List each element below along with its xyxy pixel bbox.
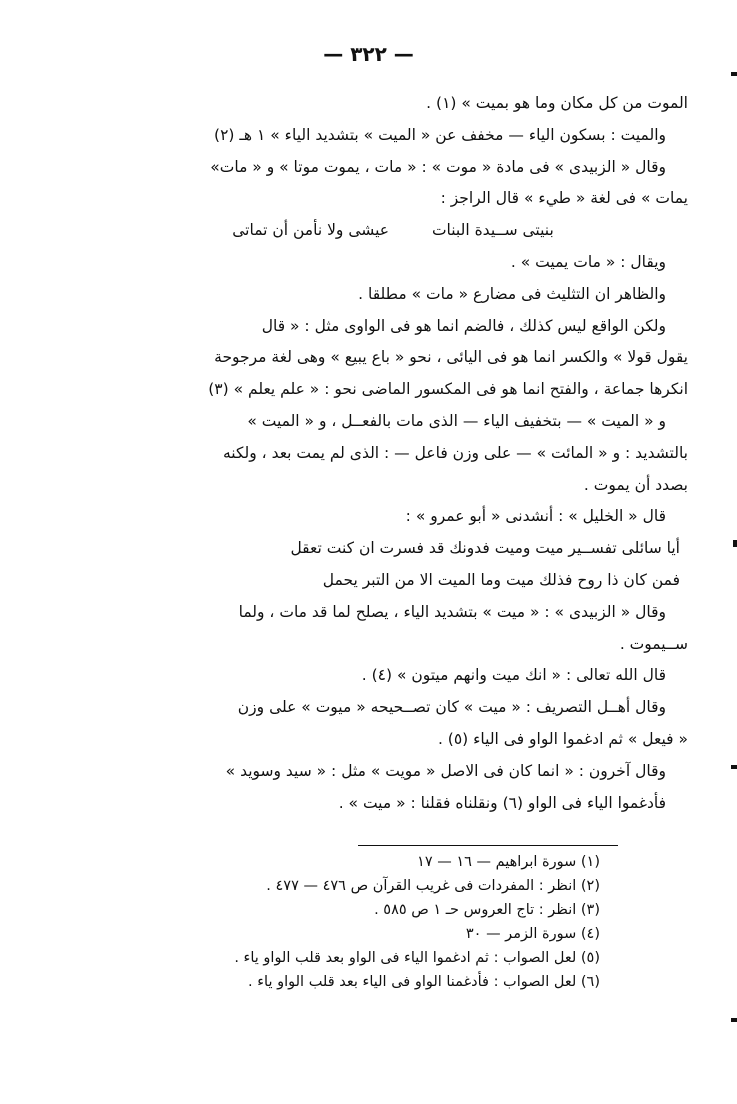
text-line: ولكن الواقع ليس كذلك ، فالضم انما هو فى الواوى مثل : « قال [261,316,666,335]
footnote: (٣) انظر : تاج العروس حـ ١ ص ٥٨٥ . [374,902,600,918]
text-line: يقول قولا » والكسر انما هو فى اليائى ، نحو « باع يبيع » وهى لغة مرجوحة [214,348,688,367]
text-line: يمات » فى لغة « طيء » قال الراجز : [440,189,688,208]
text-line: انكرها جماعة ، والفتح انما هو فى المكسور الماضى نحو : « علم يعلم » (٣) [208,380,688,399]
text-line: بصدد أن يموت . [583,475,688,494]
text-line: و « الميت » — بتخفيف الياء — الذى مات بالفعــل ، و « الميت » [247,411,666,430]
scan-mark [733,540,737,547]
poem-hemistich-first: أيا سائلى تفســير ميت وميت [494,539,680,558]
text-line: « فيعل » ثم ادغموا الواو فى الياء (٥) . [437,729,688,748]
footnote: (٦) لعل الصواب : فأدغمنا الواو فى الياء بعد قلب الواو ياء . [248,974,600,990]
page-number: — ٣٢٢ — [323,42,414,66]
footnote: (١) سورة ابراهيم — ١٦ — ١٧ [417,854,600,870]
scan-mark [731,72,737,76]
poem-hemistich-second: فدونك قد فسرت ان كنت تعقل [290,539,490,558]
text-line: الموت من كل مكان وما هو بميت » (١) . [426,94,688,112]
text-line: قال « الخليل » : أنشدنى « أبو عمرو » : [405,507,666,526]
text-line: وقال آخرون : « انما كان فى الاصل « مويت » مثل : « سيد وسويد » [225,761,666,780]
text-line: فأدغموا الياء فى الواو (٦) ونقلناه فقلنا : « ميت » . [338,793,666,812]
poem-hemistich-second: وما الميت الا من التبر يحمل [322,570,502,589]
text-line: ويقال : « مات يميت » . [510,252,666,271]
text-line: وقال أهــل التصريف : « ميت » كان تصــحيحه « ميوت » على وزن [237,698,666,717]
footnotes [110,850,600,994]
text-line: قال الله تعالى : « انك ميت وانهم ميتون » (٤) . [361,666,666,685]
text-line: والميت : بسكون الياء — مخفف عن « الميت » بتشديد الياء » ١ هـ (٢) [214,125,666,144]
footnote: (٥) لعل الصواب : ثم ادغموا الياء فى الواو بعد قلب الواو ياء . [234,950,600,966]
poem-line [98,565,688,597]
scan-mark [731,1018,737,1022]
scan-mark [731,765,737,769]
text-line: وقال « الزبيدى » : « ميت » بتشديد الياء ، يصلح لما قد مات ، ولما [238,602,666,621]
verse-hemistich-first: بنيتى ســيدة البنات [431,221,554,240]
text-line: وقال « الزبيدى » فى مادة « موت » : « مات ، يموت موتا » و « مات» [210,157,666,176]
poem-hemistich-first: فمن كان ذا روح فذلك ميت [505,570,680,589]
poem-line [98,533,688,565]
verse-line [98,215,688,247]
text-line: ســيموت . [619,634,688,653]
text-line: والظاهر ان التثليث فى مضارع « مات » مطلقا . [358,284,666,303]
text-line: بالتشديد : و « المائت » — على وزن فاعل — : الذى لم يمت بعد ، ولكنه [222,443,688,462]
verse-hemistich-second: عيشى ولا نأمن أن تماتى [232,221,389,240]
body-text [98,88,688,819]
footnote: (٤) سورة الزمر — ٣٠ [465,926,600,942]
footnote-divider [358,845,618,846]
footnote: (٢) انظر : المفردات فى غريب القرآن ص ٤٧٦ — ٤٧٧ . [266,878,600,894]
